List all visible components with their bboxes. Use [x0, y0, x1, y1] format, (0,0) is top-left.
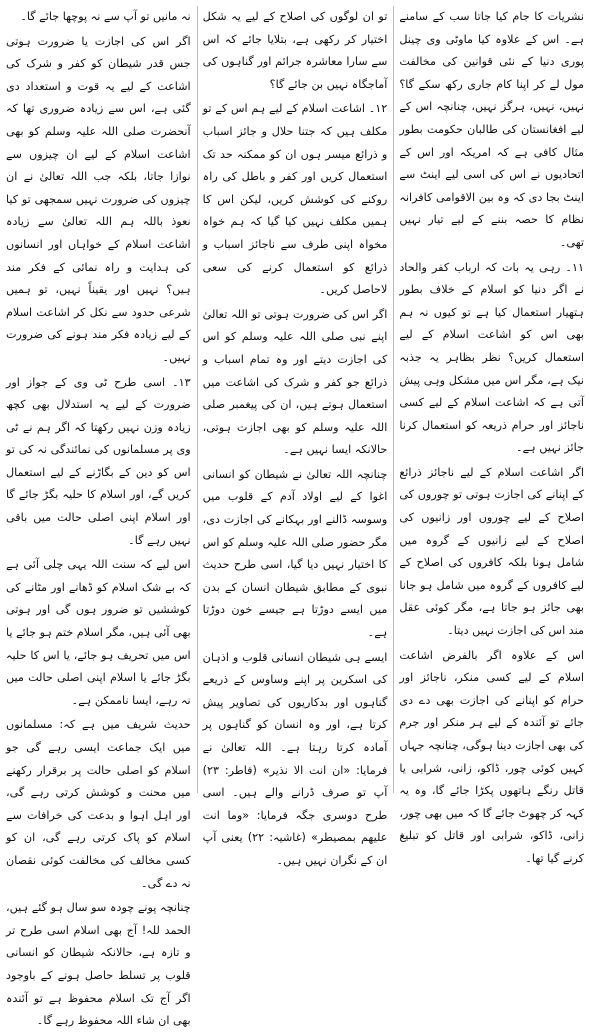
paragraph: اگر اس کی ضرورت ہوتی تو اللہ تعالیٰ اپنے نبی صلی اللہ علیہ وسلم کو اس کی اجازت دیتے اور وہ تمام اسباب و ذرائع جو کفر و شرک کی اشاعت میں استعمال ہوتے ہیں، ان کی پیغمبر صلی اللہ علیہ وسلم کو بھی اجازت ہوتی، حالانکہ ایسا نہیں ہے۔ [202, 307, 388, 457]
text-column-left [5, 6, 191, 1028]
paragraph: ۱۱۔ رہی یہ بات کہ ارباب کفر والحاد نے اگر دنیا کو اسلام کے خلاف بطور ہتھیار استعمال کیا ہے تو کیوں نہ ہم بھی اس کو اشاعت اسلام کے لیے استعمال کریں؟ نظر بظاہر یہ جذبہ نیک ہے، مگر اس میں مشکل وہی پیش آتی ہے کہ اشاعت اسلام کے لیے کسی ناجائز اور حرام ذریعہ کو استعمال کرنا جائز نہیں ہے۔ [399, 260, 584, 455]
paragraph: ۱۲۔ اشاعت اسلام کے لیے ہم اس کے تو مکلف ہیں کہ جتنا حلال و جائز اسباب و ذرائع میسر ہوں ان کو ممکنہ حد تک استعمال کریں اور کفر و باطل کی راہ روکنے کی کوشش کریں، لیکن اس کا ہمیں مکلف نہیں کیا گیا کہ ہم خواہ مخواہ اپنی طرف سے ناجائز اسباب و ذرائع کو استعمال کرنے کی سعی لاحاصل کریں۔ [202, 102, 388, 297]
urdu-document-page [5, 6, 584, 1028]
paragraph: اس کے علاوہ اگر بالفرض اشاعت اسلام کے لیے کسی منکر، ناجائز اور حرام کو اپنانے کی اجازت بھی دے دی جائے تو آئندہ کے لیے ہر منکر اور جرم کی بھی اجازت دینا ہوگی، چنانچہ جہاں کہیں کوئی چور، ڈاکو، زانی، شرابی یا قاتل رنگے ہاتھوں پکڑا جائے گا، وہ یہ کہہ کر چھوٹ جائے گا کہ میں بھی چور، زانی، ڈاکو، شرابی اور قاتل کو تبلیغ کرنے گیا تھا۔ [399, 648, 584, 865]
paragraph: حدیث شریف میں ہے کہ: مسلمانوں میں ایک جماعت ایسی رہے گی جو اسلام کو اصلی حالت پر برقرار رکھنے میں محنت و کوشش کرتی رہے گی، اور اہل اہوا و بدعت کی خرافات سے اسلام کو پاک کرتی رہے گی، ان کو کسی مخالف کی مخالفت کوئی نقصان نہ دے گی۔ [5, 718, 191, 890]
paragraph: تو ان لوگوں کی اصلاح کے لیے یہ شکل اختیار کر رکھی ہے، بتلایا جائے کہ اس سے سارا معاشرہ جرائم اور گناہوں کی آماجگاہ نہیں بن جائے گا؟ [202, 10, 388, 91]
paragraph: اگر اشاعت اسلام کے لیے ناجائز ذرائع کے اپنانے کی اجازت ہوتی تو چوروں کی اصلاح کے لیے چوروں اور زانیوں کی اصلاح کے لیے زانیوں کے گروہ میں شامل ہونا بلکہ کافروں کی اصلاح کے لیے کافروں کے گروہ میں شامل ہو جانا بھی جائز ہو جاتا ہے، مگر کوئی عقل مند اس کی اجازت نہیں دیتا۔ [399, 465, 584, 638]
paragraph: نشریات کا جام کیا جاتا سب کے سامنے ہے۔ اس کے علاوہ کیا ماوٹی وی چینل پوری دنیا کے نئی قوانین کی مخالفت مول لے کر اپنا کام جاری رکھ سکے گا؟ نہیں، نہیں، ہرگز نہیں، چنانچہ اس کے لیے افغانستان کی طالبان حکومت بطور مثال کافی ہے کہ امریکہ اور اس کے اتحادیوں نے اس کی اسی لیے اینٹ سے اینٹ بجا دی کہ وہ بین الاقوامی کافرانہ نظام کا حصہ بننے کے لیے تیار نہیں تھی۔ [399, 10, 584, 249]
text-column-middle [197, 6, 388, 867]
paragraph: ۱۳۔ اسی طرح ٹی وی کے جواز اور ضرورت کے لیے یہ استدلال بھی کچھ زیادہ وزن نہیں رکھتا کہ اگر ہم نے ٹی وی پر مسلمانوں کی نمائندگی نہ کی تو اس کو دین کے بگاڑنے کے لیے استعمال کریں گے، اور اسلام کا حلیہ بگڑ جائے گا اور اسلام اپنی اصلی حالت میں باقی نہیں رہے گا۔ [5, 375, 191, 547]
paragraph: نہ مانیں تو آپ سے نہ پوچھا جائے گا۔ [20, 10, 191, 23]
paragraph: ایسے ہی شیطان انسانی قلوب و اذہان کی اسکرین پر اپنے وساوس کے ذریعے گناہوں اور بدکاریوں کی تصاویر پیش کرتا ہے، اور وہ انسان کو گناہوں پر آمادہ کرتا رہتا ہے۔ اللہ تعالیٰ نے فرمایا: «ان انت الا نذیر» (فاطر: ۲۳) آپ تو صرف ڈرانے والے ہیں۔ اسی طرح دوسری جگہ فرمایا: «وما انت علیھم بمصیطر» (غاشیہ: ۲۲) یعنی آپ ان کے نگران نہیں ہیں۔ [202, 650, 388, 867]
text-column-right [393, 6, 584, 865]
paragraph: چنانچہ اللہ تعالیٰ نے شیطان کو انسانی اغوا کے لیے اولاد آدم کے قلوب میں وسوسہ ڈالنے اور بہکانے کی اجازت دی، مگر حضور صلی اللہ علیہ وسلم کو اس کا اختیار نہیں دیا گیا، اسی طرح حدیث نبوی کے مطابق شیطان انسان کے بدن میں ایسے دوڑتا ہے جیسے خون دوڑتا ہے۔ [202, 467, 388, 640]
paragraph: اس لیے کہ سنت اللہ یہی چلی آئی ہے کہ بے شک اسلام کو ڈھانے اور مٹانے کی کوششیں تو ضرور ہوں گی اور ہوتی بھی آئی ہیں، مگر اسلام ختم ہو جائے یا اس میں تحریف ہو جائے، یا اس کا حلیہ بگڑ جائے یا اسلام اپنی اصلی حالت میں نہ رہے، ایسا ناممکن ہے۔ [5, 558, 191, 707]
paragraph: اگر اس کی اجازت یا ضرورت ہوتی جس قدر شیطان کو کفر و شرک کی اشاعت کے لیے یہ قوت و استعداد دی گئی ہے، اس سے زیادہ ضروری تھا کہ آنحضرت صلی اللہ علیہ وسلم کو بھی اشاعت اسلام کے لیے ان چیزوں سے نوازا جاتا، بلکہ جب اللہ تعالیٰ نے ان چیزوں کی ضرورت نہیں سمجھی تو کیا نعوذ باللہ ہم اللہ تعالیٰ سے زیادہ اشاعت اسلام کے خواہاں اور انسانوں کی ہدایت و راہ نمائی کے فکر مند ہیں؟ نہیں اور یقیناً نہیں، تو ہمیں شرعی حدود سے نکل کر اشاعت اسلام کے لیے زیادہ فکر مند ہونے کی ضرورت نہیں۔ [5, 34, 191, 364]
paragraph: چنانچہ پونے چودہ سو سال ہو گئے ہیں، الحمد للہ! آج بھی اسلام اسی طرح تر و تازہ ہے، حالانکہ شیطان کو انسانی قلوب پر تسلط حاصل ہونے کے باوجود اگر آج تک اسلام محفوظ ہے تو آئندہ بھی ان شاء اللہ محفوظ رہے گا۔ [5, 901, 191, 1028]
